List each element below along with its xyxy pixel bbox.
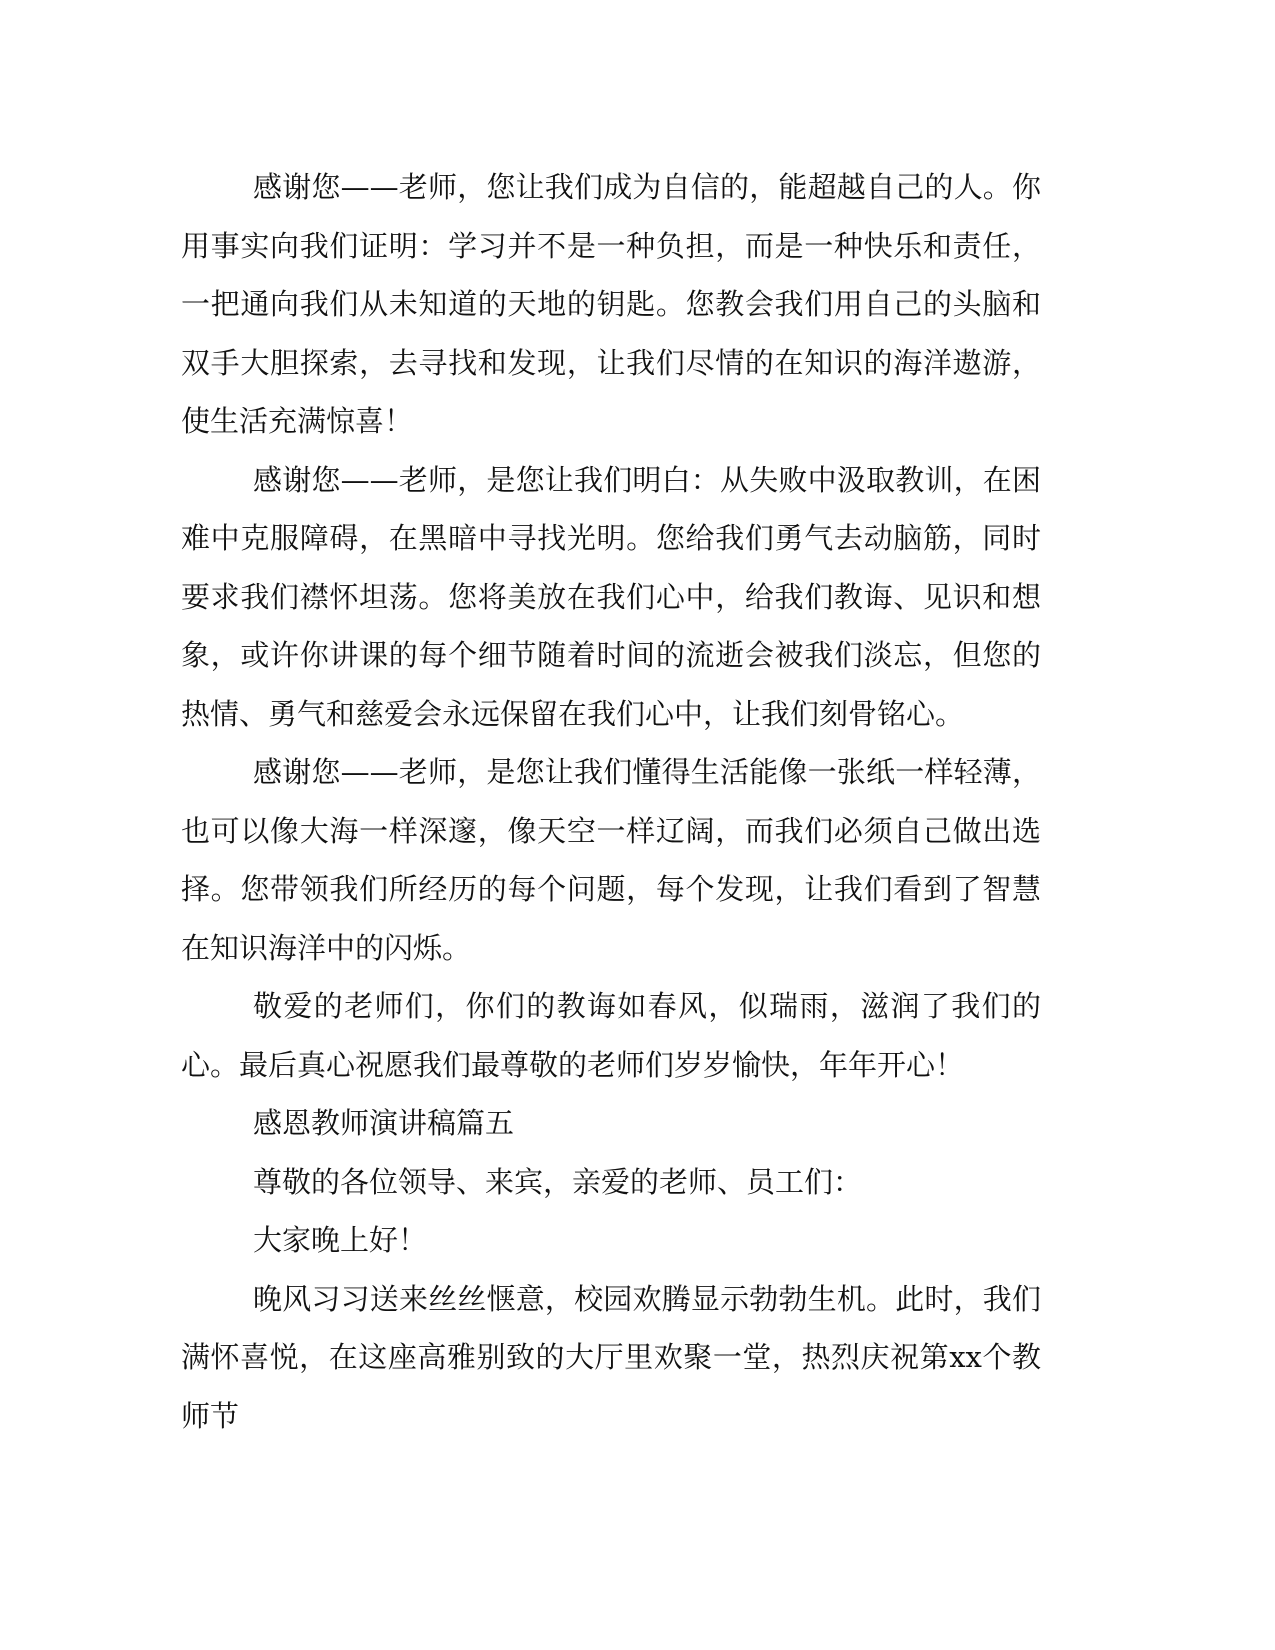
paragraph-opening: 晚风习习送来丝丝惬意，校园欢腾显示勃勃生机。此时，我们满怀喜悦，在这座高雅别致的大厅里欢聚一堂，热烈庆祝第xx个教师节 bbox=[181, 1281, 1041, 1433]
paragraph-closing-wishes: 敬爱的老师们，你们的教诲如春风，似瑞雨，滋润了我们的心。最后真心祝愿我们最尊敬的老师们岁岁愉快，年年开心！ bbox=[181, 989, 1041, 1082]
greeting: 大家晚上好！ bbox=[253, 1223, 428, 1257]
document-body bbox=[181, 158, 1041, 1445]
section-heading: 感恩教师演讲稿篇五 bbox=[253, 1106, 515, 1140]
salutation: 尊敬的各位领导、来宾，亲爱的老师、员工们： bbox=[253, 1164, 863, 1199]
paragraph-thanks-lessons: 感谢您——老师，是您让我们明白：从失败中汲取教训，在困难中克服障碍，在黑暗中寻找光明。您给我们勇气去动脑筋，同时要求我们襟怀坦荡。您将美放在我们心中，给我们教诲、见识和想象，或许你讲课的每个细节随着时间的流逝会被我们淡忘，但您的热情、勇气和慈爱会永远保留在我们心中，让我们刻骨铭心。 bbox=[181, 462, 1041, 731]
paragraph-thanks-life: 感谢您——老师，是您让我们懂得生活能像一张纸一样轻薄，也可以像大海一样深邃，像天空一样辽阔，而我们必须自己做出选择。您带领我们所经历的每个问题，每个发现，让我们看到了智慧在知识海洋中的闪烁。 bbox=[181, 755, 1041, 965]
paragraph-thanks-confidence: 感谢您——老师，您让我们成为自信的，能超越自己的人。你用事实向我们证明：学习并不是一种负担，而是一种快乐和责任，一把通向我们从未知道的天地的钥匙。您教会我们用自己的头脑和双手大胆探索，去寻找和发现，让我们尽情的在知识的海洋遨游，使生活充满惊喜！ bbox=[181, 170, 1041, 438]
